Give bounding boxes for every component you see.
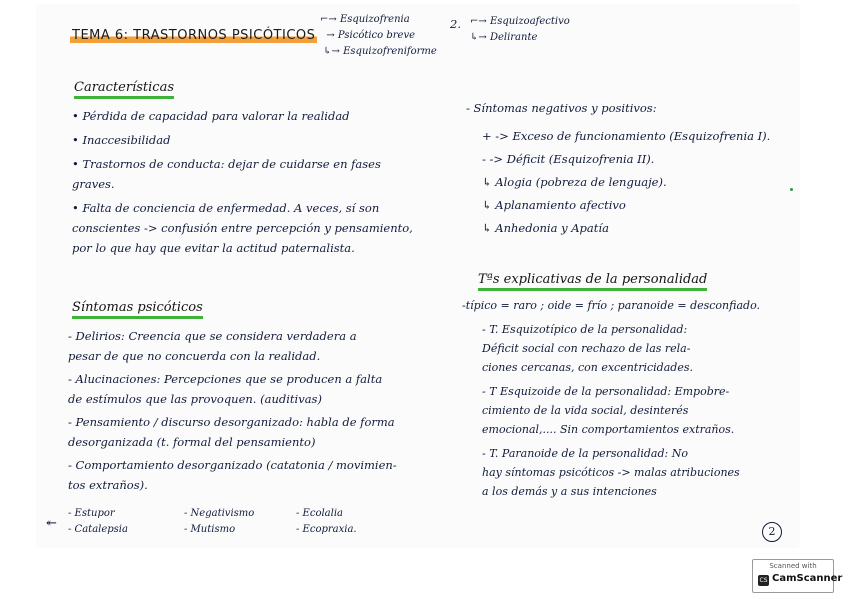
catatonia-item: - Ecopraxia.	[296, 524, 357, 535]
list-item: hay síntomas psicóticos -> malas atribuciones	[482, 466, 740, 479]
list-item: por lo que hay que evitar la actitud paternalista.	[72, 241, 355, 255]
list-item: emocional,.... Sin comportamientos extraños.	[482, 423, 735, 436]
list-item: a los demás y a sus intenciones	[482, 485, 657, 498]
catatonia-arrow: ↞	[46, 516, 57, 531]
list-item: ↳ Alogia (pobreza de lenguaje).	[482, 175, 667, 189]
list-item: tos extraños).	[68, 478, 148, 492]
caracteristicas-section	[74, 76, 174, 95]
sintomas-list	[68, 326, 397, 495]
catatonia-col-3	[296, 506, 357, 538]
catatonia-item: - Negativismo	[184, 508, 255, 519]
caracteristicas-list	[72, 106, 413, 258]
list-item: conscientes -> confusión entre percepción y pensamiento,	[72, 221, 413, 235]
notebook-page	[38, 6, 798, 546]
list-item: + -> Exceso de funcionamiento (Esquizofrenia I).	[482, 129, 771, 143]
right-top-number: 2.	[450, 17, 461, 31]
scanned-with-label: Scanned with	[769, 562, 817, 570]
personalidad-section	[478, 268, 707, 287]
branch-item: ⌐→ Esquizofrenia	[320, 14, 410, 25]
list-item: - Delirios: Creencia que se considera verdadera a	[68, 329, 357, 343]
list-item: cimiento de la vida social, desinterés	[482, 404, 689, 417]
right-top-branches	[470, 14, 570, 46]
title-block	[70, 24, 317, 43]
list-item: • Trastornos de conducta: dejar de cuidarse en fases	[72, 157, 381, 171]
neg-pos-heading: - Síntomas negativos y positivos:	[466, 101, 657, 115]
list-item: • Pérdida de capacidad para valorar la realidad	[72, 109, 350, 123]
list-item: desorganizada (t. formal del pensamiento)	[68, 435, 316, 449]
page-title: TEMA 6: TRASTORNOS PSICÓTICOS	[72, 28, 316, 43]
camscanner-badge	[752, 559, 843, 593]
camscanner-name: CamScanner	[772, 573, 843, 584]
catatonia-item: - Catalepsia	[68, 524, 128, 535]
list-item: de estímulos que las provoquen. (auditivas)	[68, 392, 322, 406]
list-item: • Falta de conciencia de enfermedad. A veces, sí son	[72, 201, 380, 215]
catatonia-col-1	[68, 506, 128, 538]
catatonia-col-2	[184, 506, 254, 538]
branch-item: ⌐→ Esquizoafectivo	[470, 16, 570, 27]
list-item: - -> Déficit (Esquizofrenia II).	[482, 152, 655, 166]
list-item: - Pensamiento / discurso desorganizado: habla de forma	[68, 415, 395, 429]
list-item: ↳ Aplanamiento afectivo	[482, 198, 626, 212]
personalidad-intro: -típico = raro ; oide = frío ; paranoide = desconfiado.	[462, 299, 761, 312]
title-branches	[320, 12, 437, 60]
list-item: ciones cercanas, con excentricidades.	[482, 361, 693, 374]
list-item: - Comportamiento desorganizado (catatonia / movimien-	[68, 458, 397, 472]
catatonia-item: - Estupor	[68, 508, 115, 519]
list-item: graves.	[72, 177, 115, 191]
page-number: 2	[762, 522, 782, 542]
branch-item: → Psicótico breve	[320, 30, 416, 41]
list-item: - T. Paranoide de la personalidad: No	[482, 447, 688, 460]
branch-item: ↳→ Delirante	[470, 32, 538, 43]
camscanner-logo-icon: CS	[759, 577, 768, 584]
list-item: ↳ Anhedonia y Apatía	[482, 221, 609, 235]
catatonia-item: - Mutismo	[184, 524, 236, 535]
ink-dot	[790, 188, 793, 191]
list-item: • Inaccesibilidad	[72, 133, 171, 147]
list-item: - T. Esquizotípico de la personalidad:	[482, 323, 688, 336]
branch-item: ↳→ Esquizofreniforme	[320, 46, 437, 57]
list-item: Déficit social con rechazo de las rela-	[482, 342, 691, 355]
list-item: - T Esquizoide de la personalidad: Empobre-	[482, 385, 730, 398]
personalidad-heading: Tªs explicativas de la personalidad	[478, 272, 707, 291]
catatonia-item: - Ecolalia	[296, 508, 343, 519]
personalidad-list	[482, 320, 740, 501]
sintomas-section	[72, 296, 203, 315]
list-item: - Alucinaciones: Percepciones que se producen a falta	[68, 372, 383, 386]
caracteristicas-heading: Características	[74, 80, 174, 99]
sintomas-heading: Síntomas psicóticos	[72, 300, 203, 319]
list-item: pesar de que no concuerda con la realidad.	[68, 349, 321, 363]
neg-pos-list	[482, 126, 770, 238]
